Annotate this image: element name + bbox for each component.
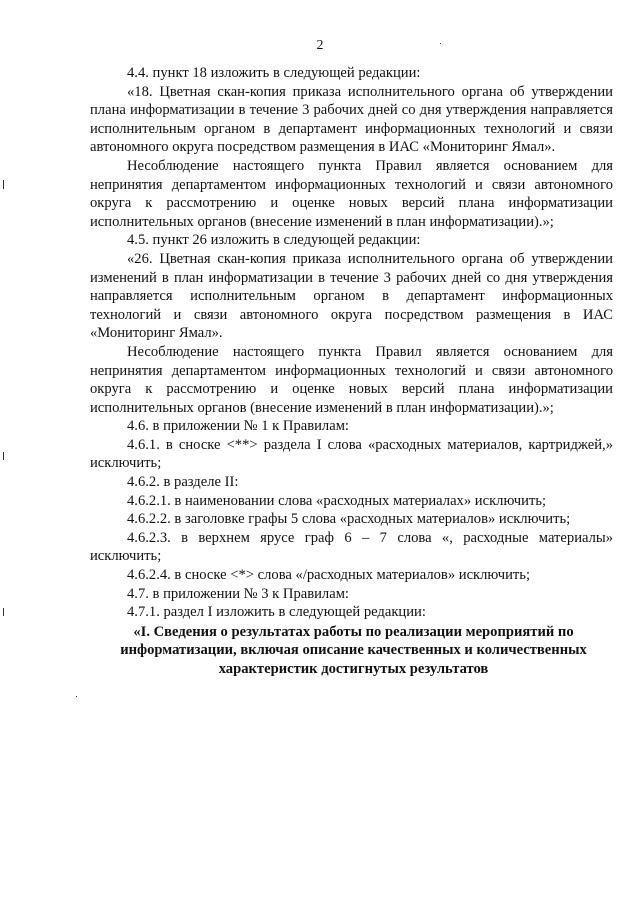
paragraph-4-5: 4.5. пункт 26 изложить в следующей редакции: (127, 232, 421, 249)
paragraph-4-6-1: 4.6.1. в сноске <**> раздела I слова «расходных материалов, картриджей,» исключить; (90, 436, 613, 472)
paragraph-noncompliance-1: Несоблюдение настоящего пункта Правил является основанием для непринятия департаментом информационных технологий и связи автономного округа к рассмотрению и оценке новых версий плана информатизации исполнительных органов (внесение изменений в план информатизации).»; (90, 157, 613, 230)
paragraph-4-6-2-4: 4.6.2.4. в сноске <*> слова «/расходных материалов» исключить; (127, 567, 531, 584)
document-body (90, 64, 613, 679)
scan-artifact (3, 180, 4, 189)
section-title: «I. Сведения о результатах работы по реализации мероприятий по информатизации, включая описание качественных и количественных характеристик достигнутых результатов (120, 623, 587, 677)
scan-artifact (440, 43, 441, 44)
paragraph-4-4: 4.4. пункт 18 изложить в следующей редакции: (127, 65, 421, 81)
paragraph-4-7: 4.7. в приложении № 3 к Правилам: (127, 585, 349, 602)
paragraph-4-6-2-3: 4.6.2.3. в верхнем ярусе граф 6 – 7 слова «, расходные материалы» исключить; (90, 529, 613, 565)
paragraph-4-6: 4.6. в приложении № 1 к Правилам: (127, 418, 349, 435)
paragraph-4-6-2-1: 4.6.2.1. в наименовании слова «расходных материалах» исключить; (127, 492, 547, 509)
paragraph-4-7-1: 4.7.1. раздел I изложить в следующей редакции: (127, 604, 426, 621)
page-number: 2 (316, 38, 324, 53)
paragraph-4-6-2: 4.6.2. в разделе II: (127, 474, 239, 491)
scan-artifact (3, 452, 4, 460)
paragraph-item-18: «18. Цветная скан-копия приказа исполнительного органа об утверждении плана информатизации в течение 3 рабочих дней со дня утверждения направляется исполнительным органом в департамент информационных технологий и связи автономного округа посредством размещения в ИАС «Мониторинг Ямал». (90, 83, 613, 156)
paragraph-4-6-2-2: 4.6.2.2. в заголовке графы 5 слова «расходных материалов» исключить; (127, 511, 571, 528)
scan-artifact (3, 608, 4, 616)
scan-artifact (76, 696, 77, 697)
paragraph-noncompliance-2: Несоблюдение настоящего пункта Правил является основанием для непринятия департаментом информационных технологий и связи автономного округа к рассмотрению и оценке новых версий плана информатизации исполнительных органов (внесение изменений в план информатизации).»; (90, 343, 613, 416)
paragraph-item-26: «26. Цветная скан-копия приказа исполнительного органа об утверждении изменений в план информатизации в течение 3 рабочих дней со дня утверждения направляется исполнительным органом в департамент информационных технологий и связи автономного округа посредством размещения в ИАС «Мониторинг Ямал». (90, 250, 613, 342)
